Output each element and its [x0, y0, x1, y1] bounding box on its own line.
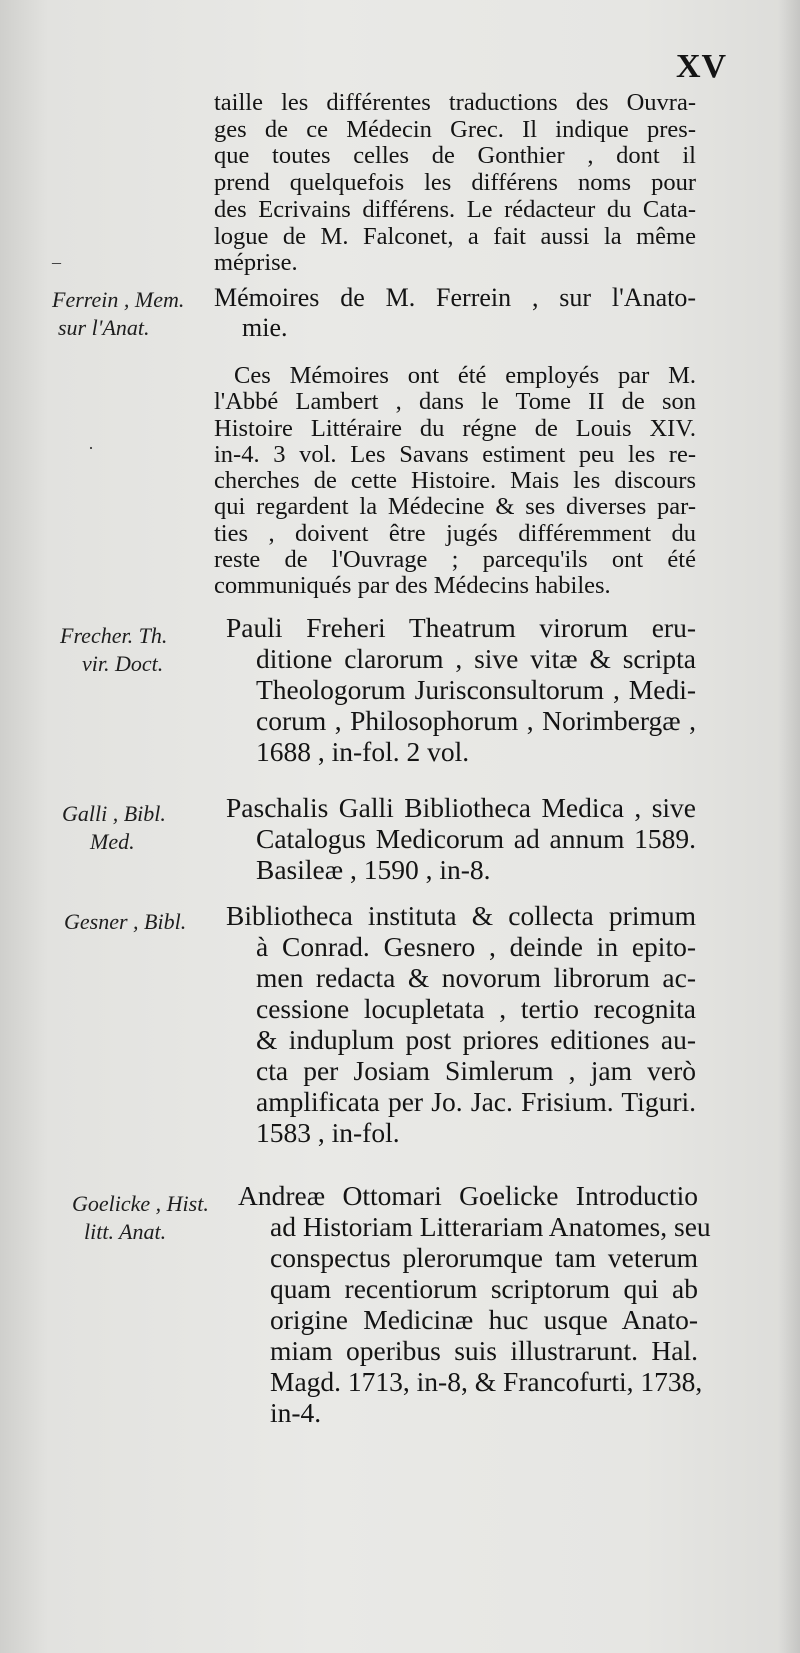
text-line: 1688 , in-fol. 2 vol. — [256, 736, 470, 767]
text-line: Paschalis Galli Bibliotheca Medica , sive — [226, 792, 696, 823]
margin-note-line: Gesner , Bibl. — [64, 909, 187, 934]
text-line: Histoire Littéraire du régne de Louis XIV. — [214, 414, 696, 442]
margin-note-line: litt. Anat. — [84, 1219, 167, 1244]
text-line: méprise. — [214, 249, 298, 277]
page-number: XV — [676, 48, 728, 85]
text-line: Catalogus Medicorum ad annum 1589. — [256, 823, 696, 854]
ink-mark: · — [88, 438, 94, 458]
text-line: & induplum post priores editiones au- — [256, 1024, 696, 1055]
entry-freher — [226, 612, 696, 767]
text-line: ditione clarorum , sive vitæ & scripta — [256, 643, 696, 674]
entry-title-ferrein — [214, 283, 696, 343]
text-line: Mémoires de M. Ferrein , sur l'Anato- — [214, 283, 696, 312]
entry-galli — [226, 792, 696, 885]
page-gutter-shadow — [778, 0, 800, 1653]
text-line: Pauli Freheri Theatrum virorum eru- — [226, 612, 696, 643]
text-line: men redacta & novorum librorum ac- — [256, 962, 696, 993]
text-line: amplificata per Jo. Jac. Frisium. Tiguri. — [256, 1086, 696, 1117]
text-line: origine Medicinæ huc usque Anato- — [270, 1304, 698, 1335]
text-line: miam operibus suis illustrarunt. Hal. — [270, 1335, 698, 1366]
text-line: prend quelquefois les différens noms pour — [214, 169, 696, 197]
text-line: logue de M. Falconet, a fait aussi la même — [214, 222, 696, 250]
text-line: corum , Philosophorum , Norimbergæ , — [256, 705, 696, 736]
text-line: quam recentiorum scriptorum qui ab — [270, 1273, 698, 1304]
margin-note-ferrein — [52, 286, 184, 342]
margin-note-line: Galli , Bibl. — [62, 801, 166, 826]
continuation-paragraph — [214, 90, 696, 277]
text-line: communiqués par des Médecins habiles. — [214, 572, 611, 600]
margin-note-freher — [60, 622, 167, 678]
text-line: que toutes celles de Gonthier , dont il — [214, 142, 696, 170]
text-line: Bibliotheca instituta & collecta primum — [226, 900, 696, 931]
margin-note-line: Frecher. Th. — [60, 623, 168, 648]
text-line: in-4. 3 vol. Les Savans estiment peu les re- — [214, 440, 696, 468]
text-line: reste de l'Ouvrage ; parcequ'ils ont été — [214, 546, 696, 574]
text-line: Basileæ , 1590 , in-8. — [256, 854, 491, 885]
entry-gesner — [226, 900, 696, 1148]
text-line: des Ecrivains différens. Le rédacteur du Cata- — [214, 195, 696, 223]
margin-note-line: Ferrein , Mem. — [52, 287, 185, 312]
margin-note-line: Goelicke , Hist. — [72, 1191, 209, 1216]
ink-mark: – — [52, 252, 61, 272]
margin-note-galli — [62, 800, 166, 856]
text-line: Andreæ Ottomari Goelicke Introductio — [238, 1180, 698, 1211]
text-line: Theologorum Jurisconsultorum , Medi- — [256, 674, 696, 705]
text-line: in-4. — [270, 1397, 322, 1428]
text-line: ges de ce Médecin Grec. Il indique pres- — [214, 115, 696, 143]
text-line: à Conrad. Gesnero , deinde in epito- — [256, 931, 696, 962]
text-line: Ces Mémoires ont été employés par M. — [234, 362, 696, 389]
text-line: ties , doivent être jugés différemment du — [214, 519, 696, 547]
margin-note-goelicke — [72, 1190, 209, 1246]
text-line: qui regardent la Médecine & ses diverses par- — [214, 493, 696, 521]
text-line: cherches de cette Histoire. Mais les discours — [214, 467, 696, 495]
text-line: 1583 , in-fol. — [256, 1117, 400, 1148]
text-line: mie. — [242, 313, 288, 342]
entry-note-ferrein — [214, 363, 696, 600]
text-line: conspectus plerorumque tam veterum — [270, 1242, 698, 1273]
text-line: cta per Josiam Simlerum , jam verò — [256, 1055, 696, 1086]
margin-note-line: Med. — [90, 829, 135, 854]
text-line: ad Historiam Litterariam Anatomes, seu — [270, 1211, 711, 1242]
entry-goelicke — [238, 1180, 711, 1428]
margin-note-gesner — [64, 908, 186, 936]
margin-note-line: vir. Doct. — [82, 651, 164, 676]
text-line: Magd. 1713, in-8, & Francofurti, 1738, — [270, 1366, 703, 1397]
text-line: cessione locupletata , tertio recognita — [256, 993, 696, 1024]
text-line: l'Abbé Lambert , dans le Tome II de son — [214, 388, 696, 416]
text-line: taille les différentes traductions des Ouvra- — [214, 89, 696, 116]
margin-note-line: sur l'Anat. — [58, 315, 150, 340]
